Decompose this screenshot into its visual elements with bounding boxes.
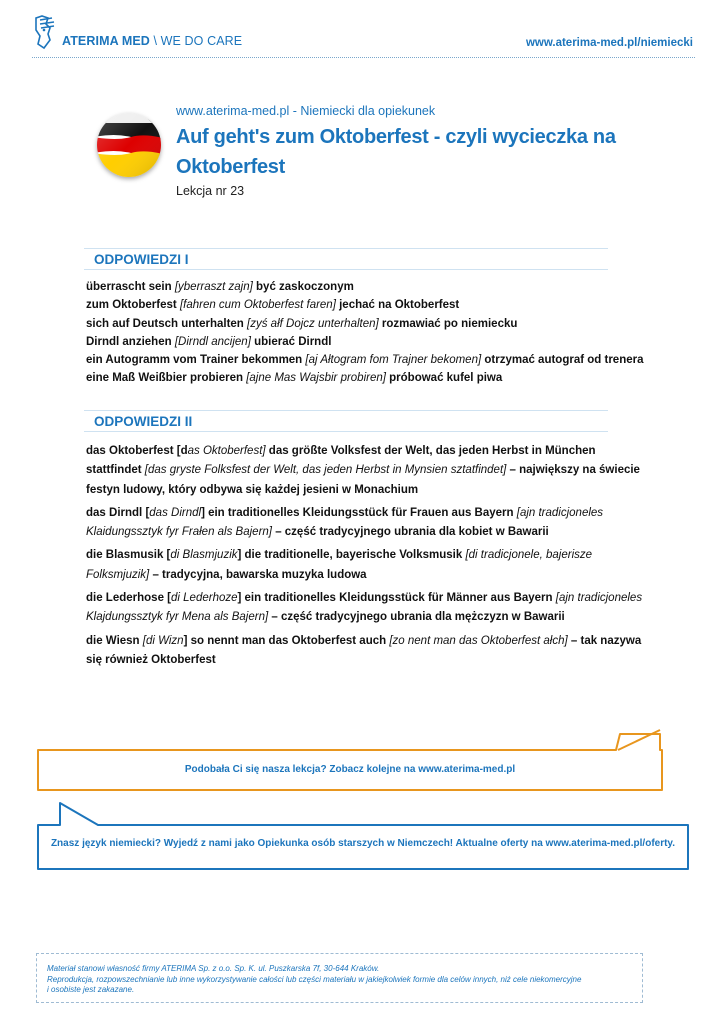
list-item: überrascht sein [yberraszt zajn] być zaskoczonym <box>86 281 354 293</box>
section-1-title: ODPOWIEDZI I <box>94 252 189 267</box>
brand-separator: \ <box>153 34 158 48</box>
section-2-heading <box>84 410 608 432</box>
list-item: die Blasmusik [di Blasmjuzik] die traditionelle, bayerische Volksmusik [di tradicjonele, bajerisze Folksmjuzik] – tradycyjna, bawarska muzyka ludowa <box>86 549 593 581</box>
brand-tagline: WE DO CARE <box>160 34 243 48</box>
speech-bubble-blue <box>36 801 690 871</box>
answers-2-list <box>86 442 646 674</box>
lesson-title: Auf geht's zum Oktoberfest - czyli wycieczka na Oktoberfest <box>176 126 616 178</box>
job-offers-text[interactable]: Znasz język niemiecki? Wyjedź z nami jako Opiekunka osób starszych w Niemczech! Aktualne oferty na www.aterima-med.pl/oferty. <box>50 838 676 849</box>
site-link[interactable]: www.aterima-med.pl/niemiecki <box>525 37 693 49</box>
german-flag-icon <box>97 113 161 177</box>
lesson-number: Lekcja nr 23 <box>176 184 245 198</box>
lesson-header <box>176 104 646 198</box>
page-header <box>0 0 725 60</box>
section-2-title: ODPOWIEDZI II <box>94 414 193 429</box>
job-offers-banner[interactable] <box>36 801 690 871</box>
footer-line-1: Materiał stanowi własność firmy ATERIMA Sp. z o.o. Sp. K. ul. Puszkarska 7f, 30-644 Kraków. <box>47 964 380 973</box>
footer-line-3: i osobiste jest zakazane. <box>47 985 135 994</box>
lesson-source[interactable]: www.aterima-med.pl - Niemiecki dla opiekunek <box>176 104 436 118</box>
copyright-footer <box>36 953 643 1003</box>
list-item: eine Maß Weißbier probieren [ajne Mas Wajsbir probiren] próbować kufel piwa <box>86 372 503 385</box>
caregiver-face-icon <box>32 14 60 50</box>
list-item: das Dirndl [das Dirndl] ein traditionelles Kleidungsstück für Frauen aus Bayern [ajn tradicjoneles Klaidungssztyk fyr Frałen als Bajern] – część tradycyjnego ubrania dla kobiet w Bawarii <box>86 506 604 539</box>
answers-1-list <box>86 278 646 388</box>
list-item: Dirndl anziehen [Dirndl ancijen] ubierać Dirndl <box>86 335 332 348</box>
list-item: das Oktoberfest [das Oktoberfest] das größte Volksfest der Welt, das jeden Herbst in München stattfindet [das gryste Folksfest der Welt, das jeden Herbst in Mynsien sztatfindet] – największy na świecie festyn ludowy, który odbywa się każdej jesieni w Monachium <box>86 445 640 496</box>
header-divider <box>32 57 695 58</box>
list-item: zum Oktoberfest [fahren cum Oktoberfest faren] jechać na Oktoberfest <box>86 299 460 312</box>
list-item: die Lederhose [di Lederhoze] ein traditionelles Kleidungsstück für Männer aus Bayern [ajn tradicjoneles Klajdungssztyk fyr Mena als Bajern] – część tradycyjnego ubrania dla mężczyzn w Bawarii <box>86 592 643 624</box>
section-1-heading <box>84 248 608 270</box>
aterima-logo[interactable] <box>32 14 242 52</box>
more-lessons-banner[interactable] <box>36 728 664 792</box>
footer-line-2: Reprodukcja, rozpowszechnianie lub inne wykorzystywanie całości lub części materiału w jakiejkolwiek formie dla celów innych, niż cele niekomercyjne <box>47 974 582 984</box>
list-item: ein Autogramm vom Trainer bekommen [aj Ałtogram fom Trajner bekomen] otrzymać autograf od trenera <box>86 354 644 367</box>
list-item: sich auf Deutsch unterhalten [zyś ałf Dojcz unterhalten] rozmawiać po niemiecku <box>86 317 518 330</box>
speech-bubble-orange <box>36 728 664 792</box>
list-item: die Wiesn [di Wizn] so nennt man das Oktoberfest auch [zo nent man das Oktoberfest ałch] – tak nazywa się również Oktoberfest <box>86 634 642 666</box>
brand-name: ATERIMA MED <box>62 34 150 48</box>
more-lessons-text[interactable]: Podobała Ci się nasza lekcja? Zobacz kolejne na www.aterima-med.pl <box>184 764 516 775</box>
